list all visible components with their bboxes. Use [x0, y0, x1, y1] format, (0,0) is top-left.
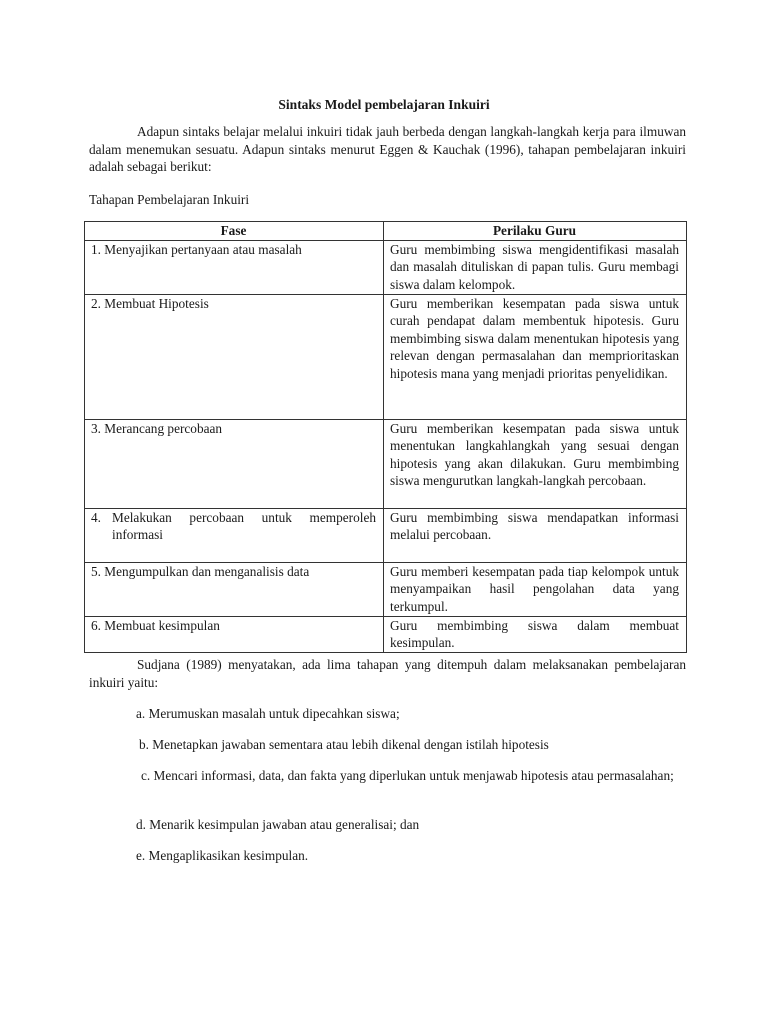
inquiry-stages-table — [84, 221, 687, 653]
fase-number: 4. — [91, 509, 101, 525]
table-caption: Tahapan Pembelajaran Inkuiri — [89, 192, 250, 207]
fase-cell: 6. Membuat kesimpulan — [85, 616, 384, 652]
table-row — [85, 294, 687, 419]
fase-cell: 2. Membuat Hipotesis — [85, 294, 384, 419]
table-header-row — [85, 222, 687, 241]
list-item: a. Merumuskan masalah untuk dipecahkan siswa; — [136, 706, 400, 721]
document-title: Sintaks Model pembelajaran Inkuiri — [278, 97, 490, 112]
list-item — [141, 767, 678, 785]
perilaku-guru-cell: Guru membimbing siswa mengidentifikasi masalah dan masalah dituliskan di papan tulis. Guru membagi siswa dalam kelompok. — [384, 240, 687, 294]
perilaku-guru-cell: Guru memberikan kesempatan pada siswa untuk menentukan langkahlangkah yang sesuai dengan hipotesis yang akan dilakukan. Guru membimbing siswa mengurutkan langkah-langkah percobaan. — [384, 419, 687, 508]
list-item: e. Mengaplikasikan kesimpulan. — [136, 848, 309, 863]
intro-paragraph: Adapun sintaks belajar melalui inkuiri tidak jauh berbeda dengan langkah-langkah kerja para ilmuwan dalam menemukan sesuatu. Adapun sintaks menurut Eggen & Kauchak (1996), tahapan pembelajaran inkuiri adalah sebagai berikut: — [89, 124, 686, 174]
fase-cell: 3. Merancang percobaan — [85, 419, 384, 508]
perilaku-guru-cell: Guru membimbing siswa dalam membuat kesimpulan. — [384, 616, 687, 652]
list-item: d. Menarik kesimpulan jawaban atau generalisai; dan — [136, 817, 420, 832]
column-header-fase: Fase — [85, 222, 384, 241]
fase-cell: 1. Menyajikan pertanyaan atau masalah — [85, 240, 384, 294]
fase-cell: 5. Mengumpulkan dan menganalisis data — [85, 562, 384, 616]
table-row — [85, 508, 687, 562]
perilaku-guru-cell: Guru memberi kesempatan pada tiap kelompok untuk menyampaikan hasil pengolahan data yang terkumpul. — [384, 562, 687, 616]
column-header-perilaku-guru: Perilaku Guru — [384, 222, 687, 241]
list-item: b. Menetapkan jawaban sementara atau lebih dikenal dengan istilah hipotesis — [139, 737, 549, 752]
perilaku-guru-cell: Guru membimbing siswa mendapatkan informasi melalui percobaan. — [384, 508, 687, 562]
table-row — [85, 419, 687, 508]
after-table-paragraph: Sudjana (1989) menyatakan, ada lima tahapan yang ditempuh dalam melaksanakan pembelajaran inkuiri yaitu: — [89, 657, 686, 690]
table-row — [85, 562, 687, 616]
perilaku-guru-cell: Guru memberikan kesempatan pada siswa untuk curah pendapat dalam membentuk hipotesis. Guru membimbing siswa dalam menentukan hipotesis yang relevan dengan permasalahan dan memprioritaskan hipotesis mana yang menjadi prioritas penyelidikan. — [384, 294, 687, 419]
table-row — [85, 616, 687, 652]
table-row — [85, 240, 687, 294]
fase-text: Melakukan percobaan untuk memperoleh informasi — [112, 509, 376, 542]
list-item-text: c. Mencari informasi, data, dan fakta yang diperlukan untuk menjawab hipotesis atau permasalahan; — [141, 768, 674, 783]
fase-cell — [85, 508, 384, 562]
